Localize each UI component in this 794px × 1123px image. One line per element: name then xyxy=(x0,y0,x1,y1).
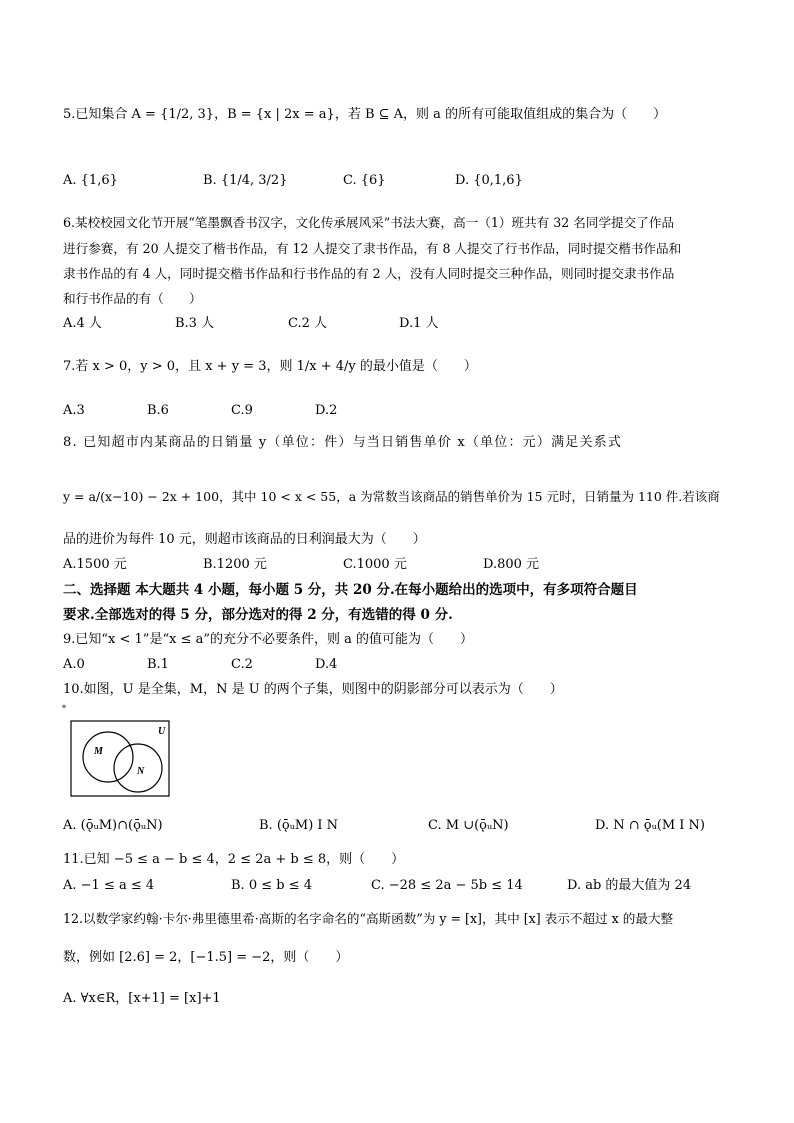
q7-option-a: A.3 xyxy=(63,403,85,418)
q5-option-b: B. {1/4, 3/2} xyxy=(203,173,288,188)
q6-line-3: 隶书作品的有 4 人，同时提交楷书作品和行书作品的有 2 人，没有人同时提交三种作品，则同时提交隶书作品 xyxy=(63,266,675,281)
q8-option-a: A.1500 元 xyxy=(63,557,127,572)
q11-option-c: C. −28 ≤ 2a − 5b ≤ 14 xyxy=(371,878,523,893)
q9-option-c: C.2 xyxy=(231,657,253,672)
q9-option-d: D.4 xyxy=(315,657,338,672)
q6-option-c: C.2 人 xyxy=(288,316,328,331)
q6-option-a: A.4 人 xyxy=(63,316,102,331)
label-m: M xyxy=(94,746,103,757)
q7-option-d: D.2 xyxy=(315,403,338,418)
q6-option-b: B.3 人 xyxy=(175,316,215,331)
venn-diagram xyxy=(70,720,170,798)
q5-option-c: C. {6} xyxy=(343,173,386,188)
q7-option-c: C.9 xyxy=(231,403,253,418)
q12-line-1: 12.以数学家约翰·卡尔·弗里德里希·高斯的名字命名的“高斯函数”为 y = [x]，其中 [x] 表示不超过 x 的最大整 xyxy=(63,911,674,926)
q11-option-d: D. ab 的最大值为 24 xyxy=(567,878,692,893)
q10-option-d: D. N ∩ ǭᵤ(M I N) xyxy=(595,818,705,833)
q9-option-a: A.0 xyxy=(63,657,85,672)
q8-line-1: 8. 已知超市内某商品的日销量 y（单位：件）与当日销售单价 x（单位：元）满足关系式 xyxy=(63,435,623,450)
q9-option-b: B.1 xyxy=(147,657,169,672)
q6-line-4: 和行书作品的有（ ） xyxy=(63,291,202,306)
q5-stem: 5.已知集合 A = {1/2, 3}，B = {x | 2x = a}，若 B ⊆ A，则 a 的所有可能取值组成的集合为（ ） xyxy=(63,107,667,122)
q11-option-b: B. 0 ≤ b ≤ 4 xyxy=(231,878,312,893)
q12-line-2: 数，例如 [2.6] = 2，[−1.5] = −2，则（ ） xyxy=(63,950,349,965)
q7-option-b: B.6 xyxy=(147,403,169,418)
section2-line-1: 二、选择题 本大题共 4 小题，每小题 5 分，共 20 分.在每小题给出的选项中，有多项符合题目 xyxy=(63,582,638,598)
q10-stem: 10.如图，U 是全集，M，N 是 U 的两个子集，则图中的阴影部分可以表示为（ ） xyxy=(63,682,563,697)
q12-option-a: A. ∀x∈R，[x+1] = [x]+1 xyxy=(63,991,221,1006)
q5-option-a: A. {1,6} xyxy=(63,173,118,188)
q8-option-d: D.800 元 xyxy=(483,557,540,572)
q8-option-b: B.1200 元 xyxy=(203,557,267,572)
q11-option-a: A. −1 ≤ a ≤ 4 xyxy=(63,878,155,893)
q8-line-3: 品的进价为每件 10 元，则超市该商品的日利润最大为（ ） xyxy=(63,532,426,547)
q8-line-2: y = a/(x−10) − 2x + 100，其中 10 < x < 55，a 为常数当该商品的销售单价为 15 元时，日销量为 110 件.若该商 xyxy=(63,489,720,504)
q9-stem: 9.已知“x < 1”是“x ≤ a”的充分不必要条件，则 a 的值可能为（ ） xyxy=(63,632,474,647)
q6-line-2: 进行参赛，有 20 人提交了楷书作品，有 12 人提交了隶书作品，有 8 人提交了行书作品，同时提交楷书作品和 xyxy=(63,241,682,256)
label-u: U xyxy=(158,726,166,737)
q6-line-1: 6.某校校园文化节开展“笔墨飘香书汉字，文化传承展风采”书法大赛，高一（1）班共有 32 名同学提交了作品 xyxy=(63,215,675,230)
q5-option-d: D. {0,1,6} xyxy=(455,173,523,188)
q11-stem: 11.已知 −5 ≤ a − b ≤ 4，2 ≤ 2a + b ≤ 8，则（ ） xyxy=(63,852,405,867)
q10-option-a: A. (ǭᵤM)∩(ǭᵤN) xyxy=(63,818,163,833)
q6-option-d: D.1 人 xyxy=(399,316,439,331)
label-n: N xyxy=(137,766,145,777)
image-marker: * xyxy=(62,704,66,713)
section2-line-2: 要求.全部选对的得 5 分，部分选对的得 2 分，有选错的得 0 分. xyxy=(63,607,453,623)
q8-option-c: C.1000 元 xyxy=(343,557,407,572)
q10-option-c: C. M ∪(ǭᵤN) xyxy=(428,818,509,833)
q10-option-b: B. (ǭᵤM) I N xyxy=(259,818,339,833)
q7-stem: 7.若 x > 0，y > 0，且 x + y = 3，则 1/x + 4/y 的最小值是（ ） xyxy=(63,359,477,374)
